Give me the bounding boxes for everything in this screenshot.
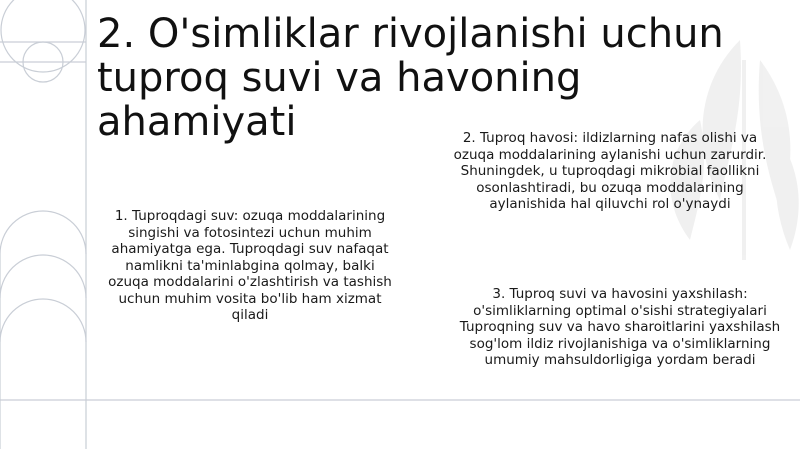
point-2-line: ozuqa moddalarining aylanishi uchun zarurdir. (453, 146, 767, 163)
point-3-line: Tuproqning suv va havo sharoitlarini yaxshilash (459, 319, 781, 335)
title-line-3: ahamiyati (97, 99, 297, 145)
title-line-1: 2. O'simliklar rivojlanishi uchun (97, 11, 724, 57)
point-1-line: uchun muhim vosita bo'lib ham xizmat (118, 290, 382, 307)
slide-title (97, 12, 777, 144)
point-1-line: namlikni ta'minlabgina qolmay, balki (125, 257, 375, 274)
point-3-line: o'simliklarning optimal o'sishi strategiyalari (473, 302, 767, 319)
point-2-soil-air (440, 130, 780, 213)
deco-circle-small (23, 42, 63, 82)
point-2-line: 2. Tuproq havosi: ildizlarning nafas olishi va (462, 130, 758, 146)
deco-circle-top (1, 0, 85, 72)
deco-arch-3 (0, 299, 86, 342)
point-2-line: Shuningdek, u tuproqdagi mikrobial faollikni (460, 163, 760, 179)
deco-arch-2 (0, 255, 86, 298)
point-1-line: ahamiyatga ega. Tuproqdagi suv nafaqat (111, 241, 389, 257)
point-1-line: 1. Tuproqdagi suv: ozuqa moddalarining (114, 208, 386, 224)
point-1-line: ozuqa moddalarini o'zlashtirish va tashish (108, 274, 392, 290)
point-2-line: aylanishida hal qiluvchi rol o'ynaydi (489, 196, 731, 212)
point-1-line: qiladi (231, 307, 269, 323)
point-1-line: singishi va fotosintezi uchun muhim (128, 224, 372, 241)
deco-arch-1 (0, 211, 86, 254)
point-3-line: sog'lom ildiz rivojlanishiga va o'simliklarning (469, 335, 771, 352)
point-3-line: 3. Tuproq suvi va havosini yaxshilash: (492, 286, 748, 302)
point-1-soil-water (90, 208, 410, 324)
point-3-line: umumiy mahsuldorligiga yordam beradi (484, 352, 756, 368)
point-2-line: osonlashtiradi, bu ozuqa moddalarining (476, 179, 744, 196)
point-3-improvement (440, 286, 800, 369)
title-line-2: tuproq suvi va havoning (97, 55, 582, 101)
